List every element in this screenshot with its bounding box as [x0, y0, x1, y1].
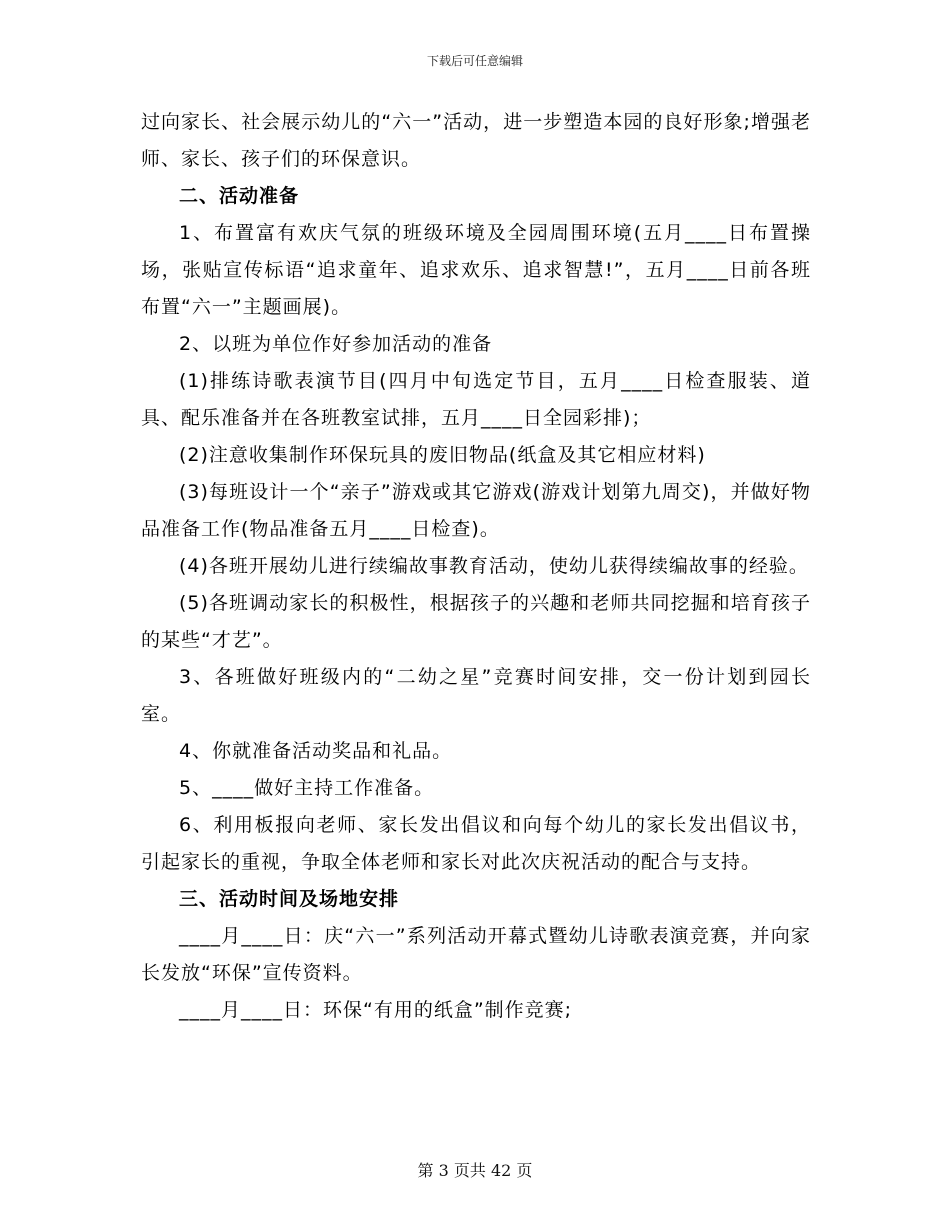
paragraph-item-2: 2、以班为单位作好参加活动的准备 — [179, 333, 493, 355]
page-header: 下载后可任意编辑 — [426, 54, 523, 68]
paragraph-item-1: 1、布置富有欢庆气氛的班级环境及全园周围环境(五月____日布置操场，张贴宣传标语“追求童年、追求欢乐、追求智慧!”，五月____日前各班布置“六一”主题画展)。 — [141, 222, 811, 318]
paragraph-subitem-2: (2)注意收集制作环保玩具的废旧物品(纸盒及其它相应材料) — [179, 444, 706, 466]
paragraph-schedule-1: ____月____日：庆“六一”系列活动开幕式暨幼儿诗歌表演竞赛，并向家长发放“环保”宣传资料。 — [141, 925, 811, 984]
paragraph-item-6: 6、利用板报向老师、家长发出倡议和向每个幼儿的家长发出倡议书，引起家长的重视，争取全体老师和家长对此次庆祝活动的配合与支持。 — [141, 814, 811, 873]
paragraph-subitem-1: (1)排练诗歌表演节目(四月中旬选定节目，五月____日检查服装、道具、配乐准备并在各班教室试排，五月____日全园彩排)； — [141, 370, 811, 429]
paragraph-subitem-3: (3)每班设计一个“亲子”游戏或其它游戏(游戏计划第九周交)，并做好物品准备工作(物品准备五月____日检查)。 — [141, 481, 811, 540]
section-heading-schedule: 三、活动时间及场地安排 — [179, 888, 400, 910]
paragraph-subitem-5: (5)各班调动家长的积极性，根据孩子的兴趣和老师共同挖掘和培育孩子的某些“才艺”。 — [141, 592, 811, 651]
section-heading-preparation: 二、活动准备 — [179, 185, 300, 207]
paragraph-item-3: 3、各班做好班级内的“二幼之星”竞赛时间安排，交一份计划到园长室。 — [141, 666, 811, 725]
page-number-footer: 第 3 页共 42 页 — [417, 1161, 533, 1180]
paragraph-intro-continued: 过向家长、社会展示幼儿的“六一”活动，进一步塑造本园的良好形象;增强老师、家长、孩子们的环保意识。 — [141, 111, 811, 170]
paragraph-subitem-4: (4)各班开展幼儿进行续编故事教育活动，使幼儿获得续编故事的经验。 — [179, 555, 809, 577]
paragraph-schedule-2: ____月____日：环保“有用的纸盒”制作竞赛; — [179, 999, 573, 1021]
document-body — [141, 104, 811, 1029]
paragraph-item-4: 4、你就准备活动奖品和礼品。 — [179, 740, 453, 762]
paragraph-item-5: 5、____做好主持工作准备。 — [179, 777, 435, 799]
